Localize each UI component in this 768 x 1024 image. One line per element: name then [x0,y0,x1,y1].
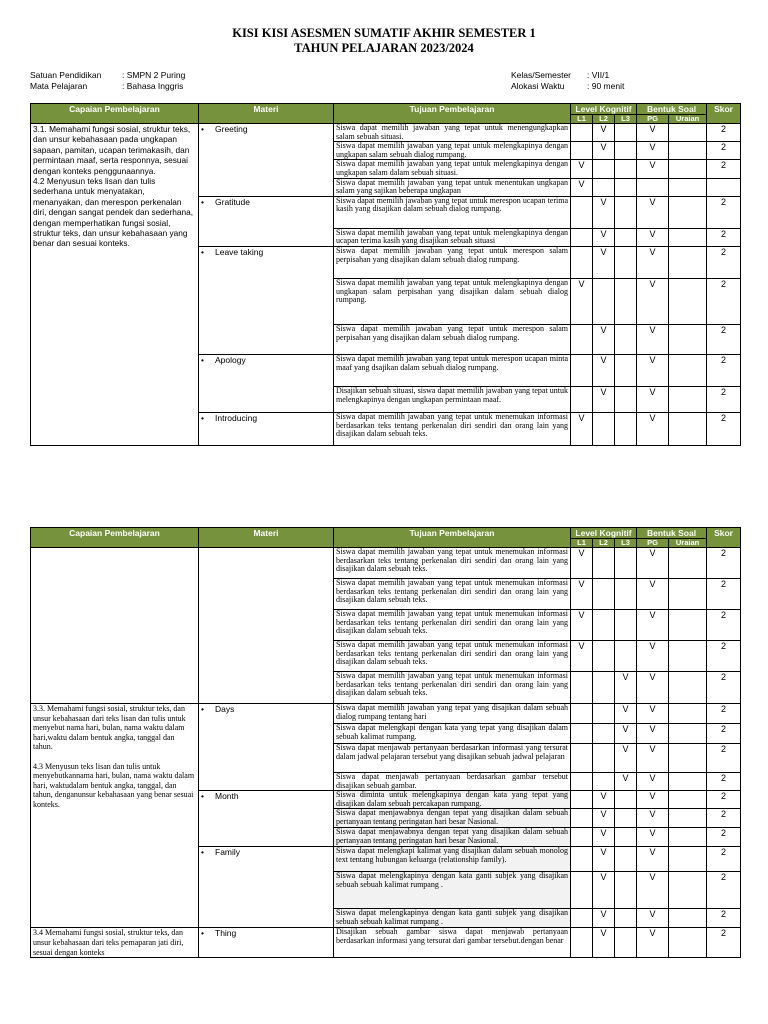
cell-uraian [669,773,707,791]
header-capaian: Capaian Pembelajaran [31,528,199,548]
cell-pg: V [637,196,669,228]
cell-l1 [571,724,593,744]
cell-pg: V [637,412,669,445]
cell-skor: 2 [707,928,741,958]
cell-l3 [615,847,637,872]
header-l2: L2 [593,539,615,548]
tujuan-cell: Siswa dapat menjawabnya dengan tepat yang disajikan dalam sebuah pertanyaan tentang peringatan hari besar Nasional. [334,828,571,847]
cell-l3 [615,828,637,847]
cell-skor: 2 [707,142,741,160]
header-skor: Skor [707,528,741,548]
header-uraian: Uraian [669,115,707,124]
cell-l2: V [593,928,615,958]
cell-pg: V [637,928,669,958]
cell-l3 [615,160,637,178]
tujuan-cell: Siswa dapat melengkapi kalimat yang disajikan dalam sebuah monolog text tentang hubungan keluarga (relationship family). [334,847,571,872]
cell-uraian [669,228,707,246]
table-row [31,124,741,142]
cell-uraian [669,196,707,228]
cell-l1 [571,809,593,828]
materi-cell [199,124,334,197]
cell-l1: V [571,178,593,196]
cell-pg: V [637,354,669,386]
cell-l3 [615,354,637,386]
materi-cell [199,548,334,704]
header-bentuk-soal: Bentuk Soal [637,528,707,539]
document-subtitle: TAHUN PELAJARAN 2023/2024 [294,41,474,55]
cell-l1: V [571,579,593,610]
cell-l1: V [571,278,593,324]
cell-l3: V [615,672,637,704]
cell-skor: 2 [707,124,741,142]
cell-l3: V [615,744,637,773]
header-capaian: Capaian Pembelajaran [31,104,199,124]
document-title: KISI KISI ASESMEN SUMATIF AKHIR SEMESTER 1 [232,26,536,40]
tujuan-cell: Siswa dapat melengkapi dengan kata yang tepat yang disajikan dalam sebuah kalimat rumpang. [334,724,571,744]
cell-l2 [593,724,615,744]
info-kelas: Kelas/Semester : VII/1 [511,70,610,80]
cell-pg: V [637,672,669,704]
cell-l3 [615,196,637,228]
cell-uraian [669,872,707,909]
cell-l2: V [593,142,615,160]
cell-l2: V [593,847,615,872]
cell-l2 [593,579,615,610]
cell-l2: V [593,791,615,809]
cell-l1 [571,847,593,872]
cell-l1 [571,672,593,704]
cell-skor: 2 [707,809,741,828]
cell-l2 [593,610,615,641]
tujuan-cell: Siswa dapat memilih jawaban yang tepat untuk menemukan informasi berdasarkan teks tentang perkenalan diri sendiri dan orang lain yang disajikan dalam sebuah teks. [334,548,571,579]
tujuan-cell: Siswa dapat memilih jawaban yang tepat untuk menentukan ungkapan salam yang sajikan beberapa ungkapan [334,178,571,196]
header-level-kognitif: Level Kognitif [571,104,637,115]
cell-uraian [669,928,707,958]
tujuan-cell: Siswa dapat memilih jawaban yang tepat untuk melengkapinya dengan ungkapan salam perpisahan yang disajikan dalam sebuah dialog rumpang. [334,278,571,324]
capaian-cell: 3.4 Memahami fungsi sosial, struktur teks, dan unsur kebahasaan dari teks pemaparan jati diri, sesuai dengan konteks [31,928,199,958]
materi-label: • Leave taking [201,247,263,257]
cell-uraian [669,704,707,724]
cell-l2 [593,178,615,196]
cell-pg: V [637,386,669,412]
cell-l3 [615,386,637,412]
cell-skor: 2 [707,412,741,445]
cell-uraian [669,672,707,704]
cell-uraian [669,641,707,672]
cell-l3: V [615,724,637,744]
cell-pg: V [637,324,669,354]
materi-label: • Month [201,791,239,801]
cell-l2 [593,773,615,791]
cell-l2 [593,744,615,773]
tujuan-cell: Siswa dapat memilih jawaban yang tepat untuk merespon ucapan minta maaf yang dsajikan dalam sebuah dialog rumpang. [334,354,571,386]
header-l3: L3 [615,539,637,548]
cell-skor [707,178,741,196]
tujuan-cell: Siswa dapat melengkapinya dengan kata ganti subjek yang disajikan sebuah sebuah kalimat rumpang . [334,872,571,909]
tujuan-cell: Siswa dapat memilih jawaban yang tepat untuk merespon ucapan terima kasih yang disajikan dalam sebuah dialog rumpang. [334,196,571,228]
tujuan-cell: Siswa dapat menjawab pertanyaan berdasarkan informasi yang tersurat dalam jadwal pelajaran tersebut yang disajikan sebuah jadwal pelajaran [334,744,571,773]
cell-l2 [593,641,615,672]
cell-pg: V [637,791,669,809]
kisi-table-2 [30,527,741,958]
cell-l3: V [615,704,637,724]
cell-l2: V [593,909,615,928]
cell-l3: V [615,773,637,791]
cell-pg: V [637,773,669,791]
cell-skor: 2 [707,160,741,178]
cell-pg: V [637,548,669,579]
header-pg: PG [637,115,669,124]
tujuan-cell: Siswa dapat memilih jawaban yang tepat untuk melengkapinya dengan ucapan terima kasih yang disajikan sebuah situasi [334,228,571,246]
cell-l2: V [593,872,615,909]
cell-l2: V [593,228,615,246]
cell-l2: V [593,196,615,228]
cell-l1 [571,872,593,909]
header-materi: Materi [199,104,334,124]
cell-l2: V [593,324,615,354]
materi-cell [199,412,334,445]
cell-pg: V [637,909,669,928]
cell-l1 [571,909,593,928]
cell-l3 [615,324,637,354]
cell-l1: V [571,548,593,579]
tujuan-cell: Siswa dapat memilih jawaban yang tepat untuk merespon salam perpisahan yang disajikan dalam sebuah dialog rumpang. [334,246,571,278]
info-alokasi: Alokasi Waktu : 90 menit [511,81,625,91]
cell-uraian [669,744,707,773]
cell-l3 [615,791,637,809]
tujuan-cell: Siswa dapat memilih jawaban yang tepat untuk menemukan informasi berdasarkan teks tentang perkenalan diri sendiri dan orang lain yang disajikan dalam sebuah teks. [334,610,571,641]
cell-l3 [615,548,637,579]
cell-l1 [571,246,593,278]
cell-l1 [571,928,593,958]
cell-pg: V [637,246,669,278]
cell-skor: 2 [707,791,741,809]
cell-skor: 2 [707,196,741,228]
cell-skor: 2 [707,610,741,641]
header-l1: L1 [571,539,593,548]
cell-l2: V [593,828,615,847]
cell-l3 [615,246,637,278]
cell-uraian [669,386,707,412]
cell-l1: V [571,412,593,445]
cell-skor: 2 [707,773,741,791]
header-skor: Skor [707,104,741,124]
tujuan-cell: Siswa diminta untuk melengkapinya dengan kata yang tepat yang disajikan dalam sebuah percakapan rumpang. [334,791,571,809]
info-right [511,70,624,92]
cell-skor: 2 [707,828,741,847]
header-pg: PG [637,539,669,548]
cell-uraian [669,809,707,828]
materi-cell [199,246,334,354]
cell-pg: V [637,160,669,178]
cell-l1: V [571,160,593,178]
cell-l1 [571,196,593,228]
tujuan-cell: Disajikan sebuah gambar siswa dapat menjawab pertanyaan berdasarkan informasi yang tersurat dari gambar tersebut.dengan benar [334,928,571,958]
materi-label: • Gratitude [201,197,250,207]
cell-uraian [669,847,707,872]
cell-skor: 2 [707,641,741,672]
materi-label: • Greeting [201,124,248,134]
cell-l2: V [593,246,615,278]
materi-cell [199,196,334,246]
cell-uraian [669,246,707,278]
cell-l3 [615,124,637,142]
cell-pg: V [637,124,669,142]
header-level-kognitif: Level Kognitif [571,528,637,539]
materi-cell [199,791,334,847]
header-tujuan: Tujuan Pembelajaran [334,528,571,548]
cell-pg: V [637,809,669,828]
cell-l3 [615,142,637,160]
header-l2: L2 [593,115,615,124]
materi-cell [199,928,334,958]
cell-pg: V [637,641,669,672]
cell-uraian [669,548,707,579]
cell-uraian [669,579,707,610]
cell-l1 [571,791,593,809]
capaian-cell: 3.1. Memahami fungsi sosial, struktur teks, dan unsur kebahasaan pada ungkapan sapaan, pamitan, ucapan terimakasih, dan permintaan maaf, serta responnya, sesuai dengan konteks penggunaannya. 4.2 Menyusun teks lisan dan tulis sederhana untuk menyatakan, menanyakan, dan merespon perkenalan diri, dengan sangat pendek dan sederhana, dengan memperhatikan fungsi sosial, struktur teks, dan unsur kebahasaan yang benar dan sesuai konteks. [31,124,199,446]
cell-l2: V [593,809,615,828]
cell-l3 [615,412,637,445]
capaian-cell: 3.3. Memahami fungsi sosial, struktur teks, dan unsur kebahasaan dari teks lisan dan tulis untuk menyebut nama hari, bulan, nama waktu dalam hari,waktu dalam bentuk angka, tanggal dan tahun. 4.3 Menyusun teks lisan dan tulis untuk menyebutkannama hari, bulan, nama waktu dalam hari, waktudalam bentuk angka, tanggal, dan tahun, denganunsur kebahasaan yang benar sesuai konteks. [31,704,199,928]
cell-uraian [669,610,707,641]
cell-l3 [615,641,637,672]
cell-l2 [593,548,615,579]
cell-uraian [669,278,707,324]
cell-l3 [615,872,637,909]
cell-pg: V [637,872,669,909]
cell-l2 [593,412,615,445]
cell-l3 [615,809,637,828]
cell-l1 [571,828,593,847]
cell-uraian [669,124,707,142]
materi-cell [199,354,334,412]
cell-uraian [669,909,707,928]
cell-l3 [615,278,637,324]
cell-l3 [615,228,637,246]
cell-l1 [571,142,593,160]
cell-pg: V [637,278,669,324]
header-bentuk-soal: Bentuk Soal [637,104,707,115]
tujuan-cell: Siswa dapat melengkapinya dengan kata ganti subjek yang disajikan sebuah sebuah kalimat rumpang . [334,909,571,928]
header-l3: L3 [615,115,637,124]
info-satuan: Satuan Pendidikan : SMPN 2 Puring [30,70,186,80]
cell-uraian [669,178,707,196]
tujuan-cell: Siswa dapat memilih jawaban yang tepat untuk melengkapinya dengan ungkapan salam dalam sebuah situasi. [334,160,571,178]
cell-l2: V [593,124,615,142]
cell-uraian [669,142,707,160]
materi-cell [199,704,334,791]
info-left [30,70,185,92]
cell-skor: 2 [707,672,741,704]
table-row [31,928,741,958]
cell-pg: V [637,724,669,744]
cell-l3 [615,178,637,196]
cell-l1 [571,354,593,386]
materi-cell [199,847,334,928]
cell-l2 [593,704,615,724]
cell-pg: V [637,828,669,847]
cell-skor: 2 [707,548,741,579]
cell-skor: 2 [707,246,741,278]
cell-l3 [615,610,637,641]
table-row [31,704,741,724]
table-row [31,548,741,579]
materi-label: • Thing [201,928,236,938]
tujuan-cell: Siswa dapat memilih jawaban yang tepat yang disajikan dalam sebuah dialog rumpang tentang hari [334,704,571,724]
materi-label: • Apology [201,355,246,365]
tujuan-cell: Siswa dapat memilih jawaban yang tepat untuk menemukan informasi berdasarkan teks tentang perkenalan diri sendiri dan orang lain yang disajikan dalam sebuah teks. [334,641,571,672]
tujuan-cell: Siswa dapat memilih jawaban yang tepat untuk melengkapinya dengan ungkapan salam sebuah dialog rumpang. [334,142,571,160]
cell-l2 [593,160,615,178]
cell-l1 [571,124,593,142]
capaian-cell [31,548,199,704]
cell-skor: 2 [707,744,741,773]
cell-pg: V [637,704,669,724]
cell-pg: V [637,847,669,872]
header-l1: L1 [571,115,593,124]
cell-l2 [593,278,615,324]
cell-l1: V [571,641,593,672]
cell-l3 [615,909,637,928]
materi-label: • Introducing [201,413,257,423]
tujuan-cell: Siswa dapat memilih jawaban yang tepat untuk menemukan informasi berdasarkan teks tentang perkenalan diri sendiri dan orang lain yang disajikan dalam sebuah teks. [334,412,571,445]
cell-uraian [669,828,707,847]
cell-skor: 2 [707,579,741,610]
cell-uraian [669,791,707,809]
cell-skor: 2 [707,278,741,324]
cell-skor: 2 [707,386,741,412]
cell-pg: V [637,142,669,160]
cell-skor: 2 [707,228,741,246]
cell-pg: V [637,228,669,246]
tujuan-cell: Siswa dapat memilih jawaban yang tepat untuk menengungkapkan salam sebuah situasi. [334,124,571,142]
materi-label: • Family [201,847,240,857]
header-uraian: Uraian [669,539,707,548]
cell-skor: 2 [707,909,741,928]
cell-l1 [571,744,593,773]
tujuan-cell: Siswa dapat menjawabnya dengan tepat yang disajikan dalam sebuah pertanyaan tentang peringatan hari besar Nasional. [334,809,571,828]
cell-pg: V [637,744,669,773]
tujuan-cell: Siswa dapat memilih jawaban yang tepat untuk menemukan informasi berdasarkan teks tentang perkenalan diri sendiri dan orang lain yang disajikan dalam sebuah teks. [334,672,571,704]
cell-skor: 2 [707,704,741,724]
cell-skor: 2 [707,872,741,909]
cell-skor: 2 [707,847,741,872]
cell-uraian [669,160,707,178]
tujuan-cell: Disajikan sebuah situasi, siswa dapat memilih jawaban yang tepat untuk melengkapinya dengan ungkapan permintaan maaf. [334,386,571,412]
cell-pg [637,178,669,196]
cell-l3 [615,579,637,610]
cell-l1 [571,704,593,724]
cell-pg: V [637,579,669,610]
cell-l2 [593,672,615,704]
cell-l1 [571,386,593,412]
header-tujuan: Tujuan Pembelajaran [334,104,571,124]
cell-l1 [571,228,593,246]
tujuan-cell: Siswa dapat memilih jawaban yang tepat untuk merespon salam perpisahan yang disajikan dalam sebuah dialog rumpang. [334,324,571,354]
cell-skor: 2 [707,724,741,744]
tujuan-cell: Siswa dapat menjawab pertanyaan berdasarkan gambar tersebut disajikan sebuah gambar. [334,773,571,791]
cell-uraian [669,412,707,445]
cell-l1 [571,773,593,791]
cell-uraian [669,324,707,354]
tujuan-cell: Siswa dapat memilih jawaban yang tepat untuk menemukan informasi berdasarkan teks tentang perkenalan diri sendiri dan orang lain yang disajikan dalam sebuah teks. [334,579,571,610]
cell-l3 [615,928,637,958]
info-mapel: Mata Pelajaran : Bahasa Inggris [30,81,184,91]
cell-l2: V [593,386,615,412]
kisi-table-1 [30,103,741,446]
cell-skor: 2 [707,324,741,354]
header-materi: Materi [199,528,334,548]
cell-l1: V [571,610,593,641]
cell-uraian [669,724,707,744]
materi-label: • Days [201,704,234,714]
cell-l2: V [593,354,615,386]
cell-l1 [571,324,593,354]
cell-uraian [669,354,707,386]
cell-skor: 2 [707,354,741,386]
cell-pg: V [637,610,669,641]
